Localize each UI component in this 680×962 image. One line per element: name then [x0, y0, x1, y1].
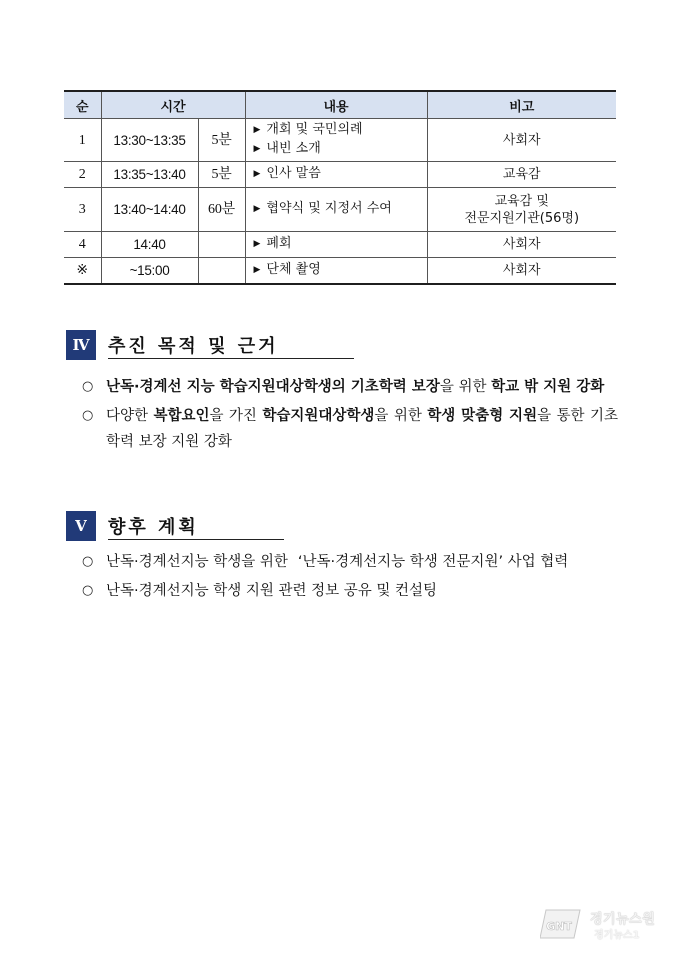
circle-bullet-icon: ○	[82, 379, 94, 394]
list-item	[66, 374, 618, 400]
watermark-subtext: 경기뉴스1	[594, 930, 640, 941]
row-time: ~15:00	[101, 258, 198, 284]
triangle-bullet-icon: ▶	[253, 144, 261, 154]
circle-bullet-icon: ○	[82, 583, 94, 598]
triangle-bullet-icon: ▶	[253, 169, 261, 179]
section-future-plan	[66, 511, 618, 607]
table-row	[64, 119, 616, 162]
quoted-text: ‘난독·경계선지능 학생 전문지원’	[297, 554, 504, 570]
body-text: 을 위한	[439, 379, 492, 395]
section-item-list	[66, 549, 618, 604]
content-line	[254, 235, 423, 254]
content-line	[254, 165, 423, 184]
note-text: 사회자	[502, 262, 541, 278]
circle-bullet-icon: ○	[82, 408, 94, 423]
row-time: 13:30~13:35	[101, 119, 198, 162]
triangle-bullet-icon: ▶	[253, 239, 261, 249]
watermark-text: 경기뉴스원	[590, 912, 656, 927]
content-line	[254, 261, 423, 280]
body-text: 난독·경계선지능 학생 지원 관련 정보 공유 및 컨설팅	[106, 583, 438, 599]
row-content	[245, 188, 427, 232]
circle-bullet-icon: ○	[82, 554, 94, 569]
gnt-logo-icon	[540, 908, 586, 942]
triangle-bullet-icon: ▶	[253, 125, 261, 135]
body-text: 을 가진	[209, 408, 263, 424]
content-text: 폐회	[266, 236, 292, 251]
table-header-row	[64, 91, 616, 119]
content-text: 단체 촬영	[266, 261, 321, 277]
section-heading	[66, 330, 618, 360]
row-duration	[198, 232, 245, 258]
note-text: 사회자	[502, 237, 541, 252]
table-row	[64, 232, 616, 258]
note-text: 교육감 및	[494, 193, 549, 209]
row-duration: 5분	[198, 162, 245, 188]
row-note	[427, 188, 616, 232]
list-item	[66, 549, 618, 575]
schedule-table	[64, 90, 616, 285]
body-text: 을 위한	[374, 408, 428, 424]
row-seq: 1	[64, 119, 101, 162]
section-title: 향후 계획	[108, 517, 199, 538]
content-line	[254, 121, 423, 140]
section-underline	[108, 539, 284, 540]
content-text: 인사 말씀	[266, 166, 321, 181]
table-row	[64, 258, 616, 284]
section-heading	[66, 511, 618, 541]
watermark	[540, 904, 670, 948]
section-title: 추진 목적 및 근거	[108, 336, 279, 357]
row-note	[427, 232, 616, 258]
body-text: 난독·경계선지능 학생을 위한	[106, 554, 288, 570]
section-numeral-badge: Ⅳ	[66, 330, 96, 360]
row-time: 14:40	[101, 232, 198, 258]
emphasis-text: 난독·경계선 지능 학습지원대상학생의 기초학력 보장	[106, 379, 440, 395]
content-line	[254, 200, 423, 219]
emphasis-text: 복합요인	[153, 408, 210, 424]
header-content: 내용	[245, 91, 427, 119]
body-text: 사업 협력	[507, 554, 569, 570]
content-text: 내빈 소개	[266, 141, 321, 156]
note-text: 교육감	[502, 167, 541, 182]
section-underline	[108, 358, 354, 359]
row-note	[427, 119, 616, 162]
list-item	[66, 578, 618, 604]
row-duration: 5분	[198, 119, 245, 162]
triangle-bullet-icon: ▶	[253, 264, 261, 275]
row-duration: 60분	[198, 188, 245, 232]
row-note	[427, 162, 616, 188]
header-note: 비고	[427, 91, 616, 119]
section-numeral-badge: Ⅴ	[66, 511, 96, 541]
list-item	[66, 403, 618, 455]
body-text: 다양한	[106, 408, 154, 424]
content-text: 개회 및 국민의례	[266, 122, 363, 137]
row-seq: 2	[64, 162, 101, 188]
emphasis-text: 학습지원대상학생	[262, 408, 375, 424]
row-content	[245, 258, 427, 284]
logo-text: GNT	[546, 920, 572, 933]
row-seq: 3	[64, 188, 101, 232]
section-purpose	[66, 330, 618, 458]
header-time: 시간	[101, 91, 245, 119]
row-duration	[198, 258, 245, 284]
header-seq: 순	[64, 91, 101, 119]
row-content	[245, 119, 427, 162]
row-content	[245, 162, 427, 188]
row-seq: ※	[64, 258, 101, 284]
table-row	[64, 188, 616, 232]
emphasis-text: 학생 맞춤형 지원	[427, 408, 538, 424]
note-text: 전문지원기관(56명)	[464, 210, 580, 226]
triangle-bullet-icon: ▶	[253, 204, 261, 214]
row-note	[427, 258, 616, 284]
table-row	[64, 162, 616, 188]
content-text: 협약식 및 지정서 수여	[266, 201, 392, 216]
row-seq: 4	[64, 232, 101, 258]
emphasis-text: 학교 밖 지원 강화	[491, 379, 605, 395]
body-text: 을 통한 기초학력 보장 지원 강화	[106, 408, 618, 450]
row-time: 13:40~14:40	[101, 188, 198, 232]
note-text: 사회자	[502, 132, 541, 148]
row-content	[245, 232, 427, 258]
content-line	[254, 140, 423, 159]
section-item-list	[66, 374, 618, 455]
row-time: 13:35~13:40	[101, 162, 198, 188]
